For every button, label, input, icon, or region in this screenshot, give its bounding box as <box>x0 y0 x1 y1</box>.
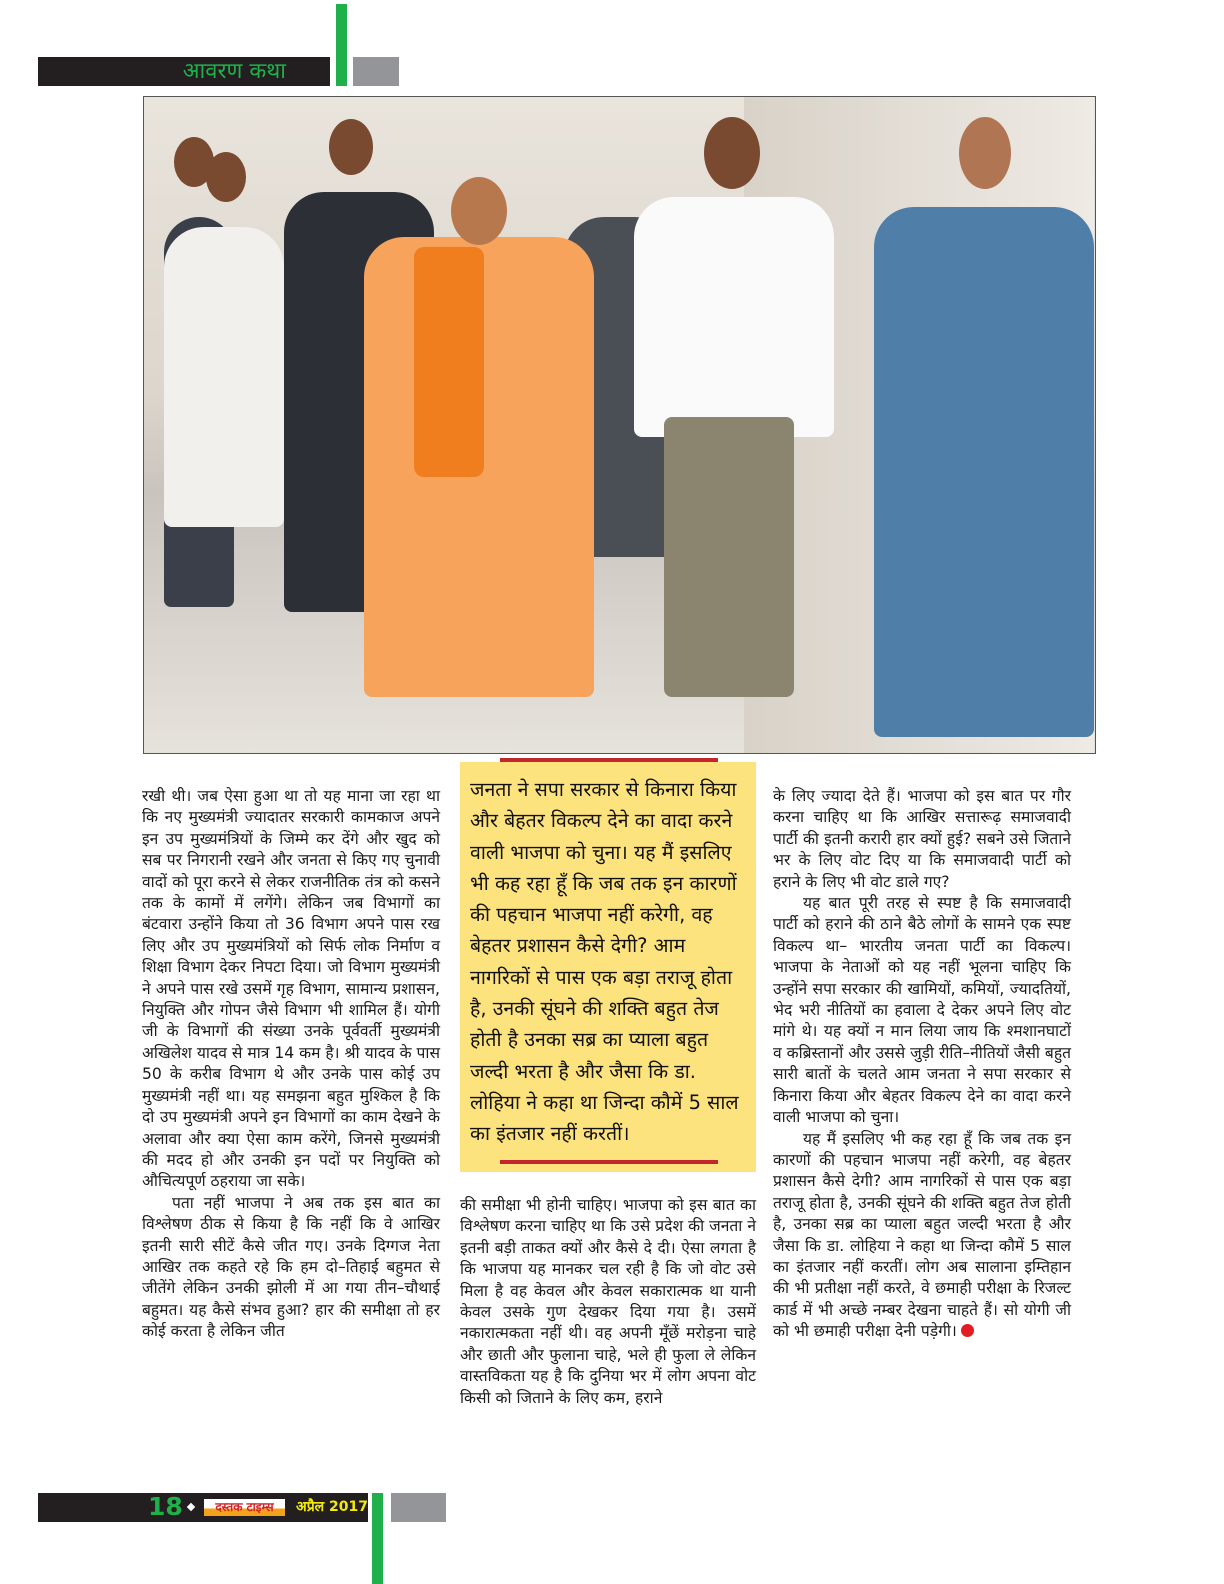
article-column-1 <box>142 786 440 1343</box>
quote-top-rule <box>500 758 718 762</box>
section-header-bar <box>38 57 330 86</box>
paragraph: पता नहीं भाजपा ने अब तक इस बात का विश्लेषण ठीक से किया है कि नहीं कि वे आखिर इतनी सारी सीटें कैसे जीत गए। उनके दिग्गज नेता आखिर तक कहते रहे कि हम दो–तिहाई बहुमत से जीतेंगे लेकिन उनकी झोली में आ गया तीन–चौथाई बहुमत। यह कैसे संभव हुआ? हार की समीक्षा तो हर कोई करता है लेकिन जीत <box>142 1193 440 1341</box>
magazine-logo: दस्तक टाइम्स <box>204 1499 285 1516</box>
page-number: 18 <box>148 1492 183 1521</box>
paragraph: के लिए ज्यादा देते हैं। भाजपा को इस बात पर गौर करना चाहिए था कि आखिर सत्तारूढ़ समाजवादी पार्टी की इतनी करारी हार क्यों हुई? सबने उसे जिताने भर के लिए वोट दिए या कि समाजवादी पार्टी को हराने के लिए भी वोट डाले गए? <box>773 787 1071 891</box>
quote-bottom-rule <box>500 1160 718 1164</box>
footer-grey-block <box>391 1493 446 1522</box>
header-green-accent <box>336 4 347 86</box>
end-mark-icon <box>961 1324 974 1337</box>
paragraph: यह बात पूरी तरह से स्पष्ट है कि समाजवादी पार्टी को हराने की ठाने बैठे लोगों के सामने एक स्पष्ट विकल्प था– भारतीय जनता पार्टी का विकल्प। भाजपा के नेताओं को यह नहीं भूलना चाहिए कि उन्होंने सपा सरकार की खामियों, कमियों, ज्यादतियों, भेद भरी नीतियों का हवाला दे देकर अपने लिए वोट मांगे थे। यह क्यों न मान लिया जाय कि श्मशानघाटों व कब्रिस्तानों और उससे जुड़ी रीति–नीतियों जैसी बहुत सारी बातों के चलते आम जनता ने सपा सरकार से किनारा किया और बेहतर विकल्प देने का वादा करने वाली भाजपा को चुना। <box>773 894 1071 1127</box>
paragraph: यह मैं इसलिए भी कह रहा हूँ कि जब तक इन कारणों की पहचान भाजपा नहीं करेगी, वह बेहतर प्रशासन कैसे देगी? आम नागरिकों से पास एक बड़ा तराजू होता है, उनकी सूंघने की शक्ति बहुत तेज होती है, उनका सब्र का प्याला बहुत जल्दी भरता है और जैसा कि डा. लोहिया ने कहा था जिन्दा कौमें 5 साल का इंतजार नहीं करतीं। लोग अब सालाना इम्तिहान की भी प्रतीक्षा नहीं करते, वे छमाही परीक्षा के रिजल्ट कार्ड में भी अच्छे नम्बर देखना चाहते हैं। सो योगी जी को भी छमाही परीक्षा देनी पड़ेगी। <box>773 1129 1071 1341</box>
footer-bar <box>38 1493 368 1522</box>
footer-green-accent <box>372 1493 383 1584</box>
pull-quote-box <box>460 762 756 1172</box>
article-column-2 <box>460 1195 756 1409</box>
section-title: आवरण कथा <box>182 59 286 84</box>
paragraph: की समीक्षा भी होनी चाहिए। भाजपा को इस बात का विश्लेषण करना चाहिए था कि उसे प्रदेश की जनता ने इतनी बड़ी ताकत क्यों और कैसे दे दी। ऐसा लगता है कि भाजपा यह मानकर चल रही है कि जो वोट उसे मिला है वह केवल और केवल सकारात्मक था यानी केवल उसके गुण देखकर दिया गया है। उसमें नकारात्मकता नहीं थी। वह अपनी मूँछें मरोड़ना चाहे और छाती और फुलाना चाहे, भले ही फुला ले लेकिन वास्तविकता यह है कि दुनिया भर में लोग अपना वोट किसी को जिताने के लिए कम, हराने <box>460 1196 756 1407</box>
paragraph: रखी थी। जब ऐसा हुआ था तो यह माना जा रहा था कि नए मुख्यमंत्री ज्यादातर सरकारी कामकाज अपने इन उप मुख्यमंत्रियों के जिम्मे कर देंगे और खुद को सब पर निगरानी रखने और जनता से किए गए चुनावी वादों को पूरा करने से लेकर राजनीतिक तंत्र को कसने तक के कामों में लगेंगे। लेकिन जब विभागों का बंटवारा उन्होंने किया तो 36 विभाग अपने पास रख लिए और उप मुख्यमंत्रियों को सिर्फ लोक निर्माण व शिक्षा विभाग देकर निपटा दिया। जो विभाग मुख्यमंत्री ने अपने पास रखे उसमें गृह विभाग, सामान्य प्रशासन, नियुक्ति और गोपन जैसे विभाग भी शामिल हैं। योगी जी के विभागों की संख्या उनके पूर्ववर्ती मुख्यमंत्री अखिलेश यादव से मात्र 14 कम है। श्री यादव के पास 50 के करीब विभाग थे और उनके पास कोई उप मुख्यमंत्री नहीं था। यह समझना बहुत मुश्किल है कि दो उप मुख्यमंत्री अपने इन विभागों का काम देखने के अलावा और क्या ऐसा काम करेंगे, जिनसे मुख्यमंत्री की मदद हो और उनकी इन पदों पर नियुक्ति को औचित्यपूर्ण ठहराया जा सके। <box>142 787 440 1191</box>
article-column-3 <box>773 786 1071 1343</box>
pull-quote-text: जनता ने सपा सरकार से किनारा किया और बेहतर विकल्प देने का वादा करने वाली भाजपा को चुना। यह मैं इसलिए भी कह रहा हूँ कि जब तक इन कारणों की पहचान भाजपा नहीं करेगी, वह बेहतर प्रशासन कैसे देगी? आम नागरिकों से पास एक बड़ा तराजू होता है, उनकी सूंघने की शक्ति बहुत तेज होती है उनका सब्र का प्याला बहुत जल्दी भरता है और जैसा कि डा. लोहिया ने कहा था जिन्दा कौमें 5 साल का इंतजार नहीं करतीं। <box>470 778 739 1146</box>
header-grey-block <box>353 57 399 86</box>
cover-photo <box>143 96 1096 754</box>
issue-date: अप्रैल 2017 <box>296 1499 368 1515</box>
separator-diamond-icon <box>187 1503 195 1511</box>
